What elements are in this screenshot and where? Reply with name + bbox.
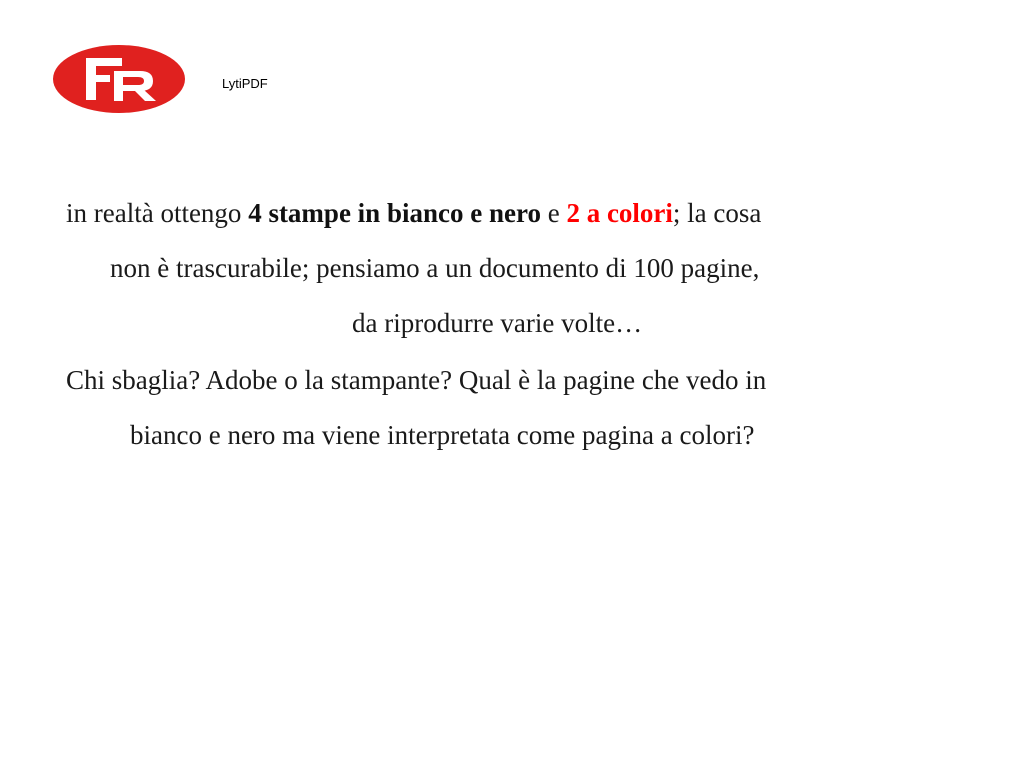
bold-highlight: 4 stampe in bianco e nero xyxy=(248,198,541,228)
text-middle: e xyxy=(540,198,567,228)
text-rest: ; la cosa xyxy=(672,198,762,228)
brand-name: LytiPDF xyxy=(222,76,268,91)
paragraph-1 xyxy=(64,186,964,351)
paragraph-2 xyxy=(64,353,964,463)
paragraph-1-line-1 xyxy=(64,186,964,241)
paragraph-1-line-2: non è trascurabile; pensiamo a un documento di 100 pagine, xyxy=(110,253,760,283)
paragraph-2-line-1: Chi sbaglia? Adobe o la stampante? Qual è la pagine che vedo in xyxy=(66,365,767,395)
red-highlight: 2 a colori xyxy=(566,198,673,228)
paragraph-1-line-3: da riprodurre varie volte… xyxy=(352,308,643,338)
slide-body xyxy=(64,186,964,463)
paragraph-2-line-2: bianco e nero ma viene interpretata come pagina a colori? xyxy=(130,420,755,450)
fr-logo-icon xyxy=(52,44,186,114)
text-prefix: in realtà ottengo xyxy=(66,198,249,228)
